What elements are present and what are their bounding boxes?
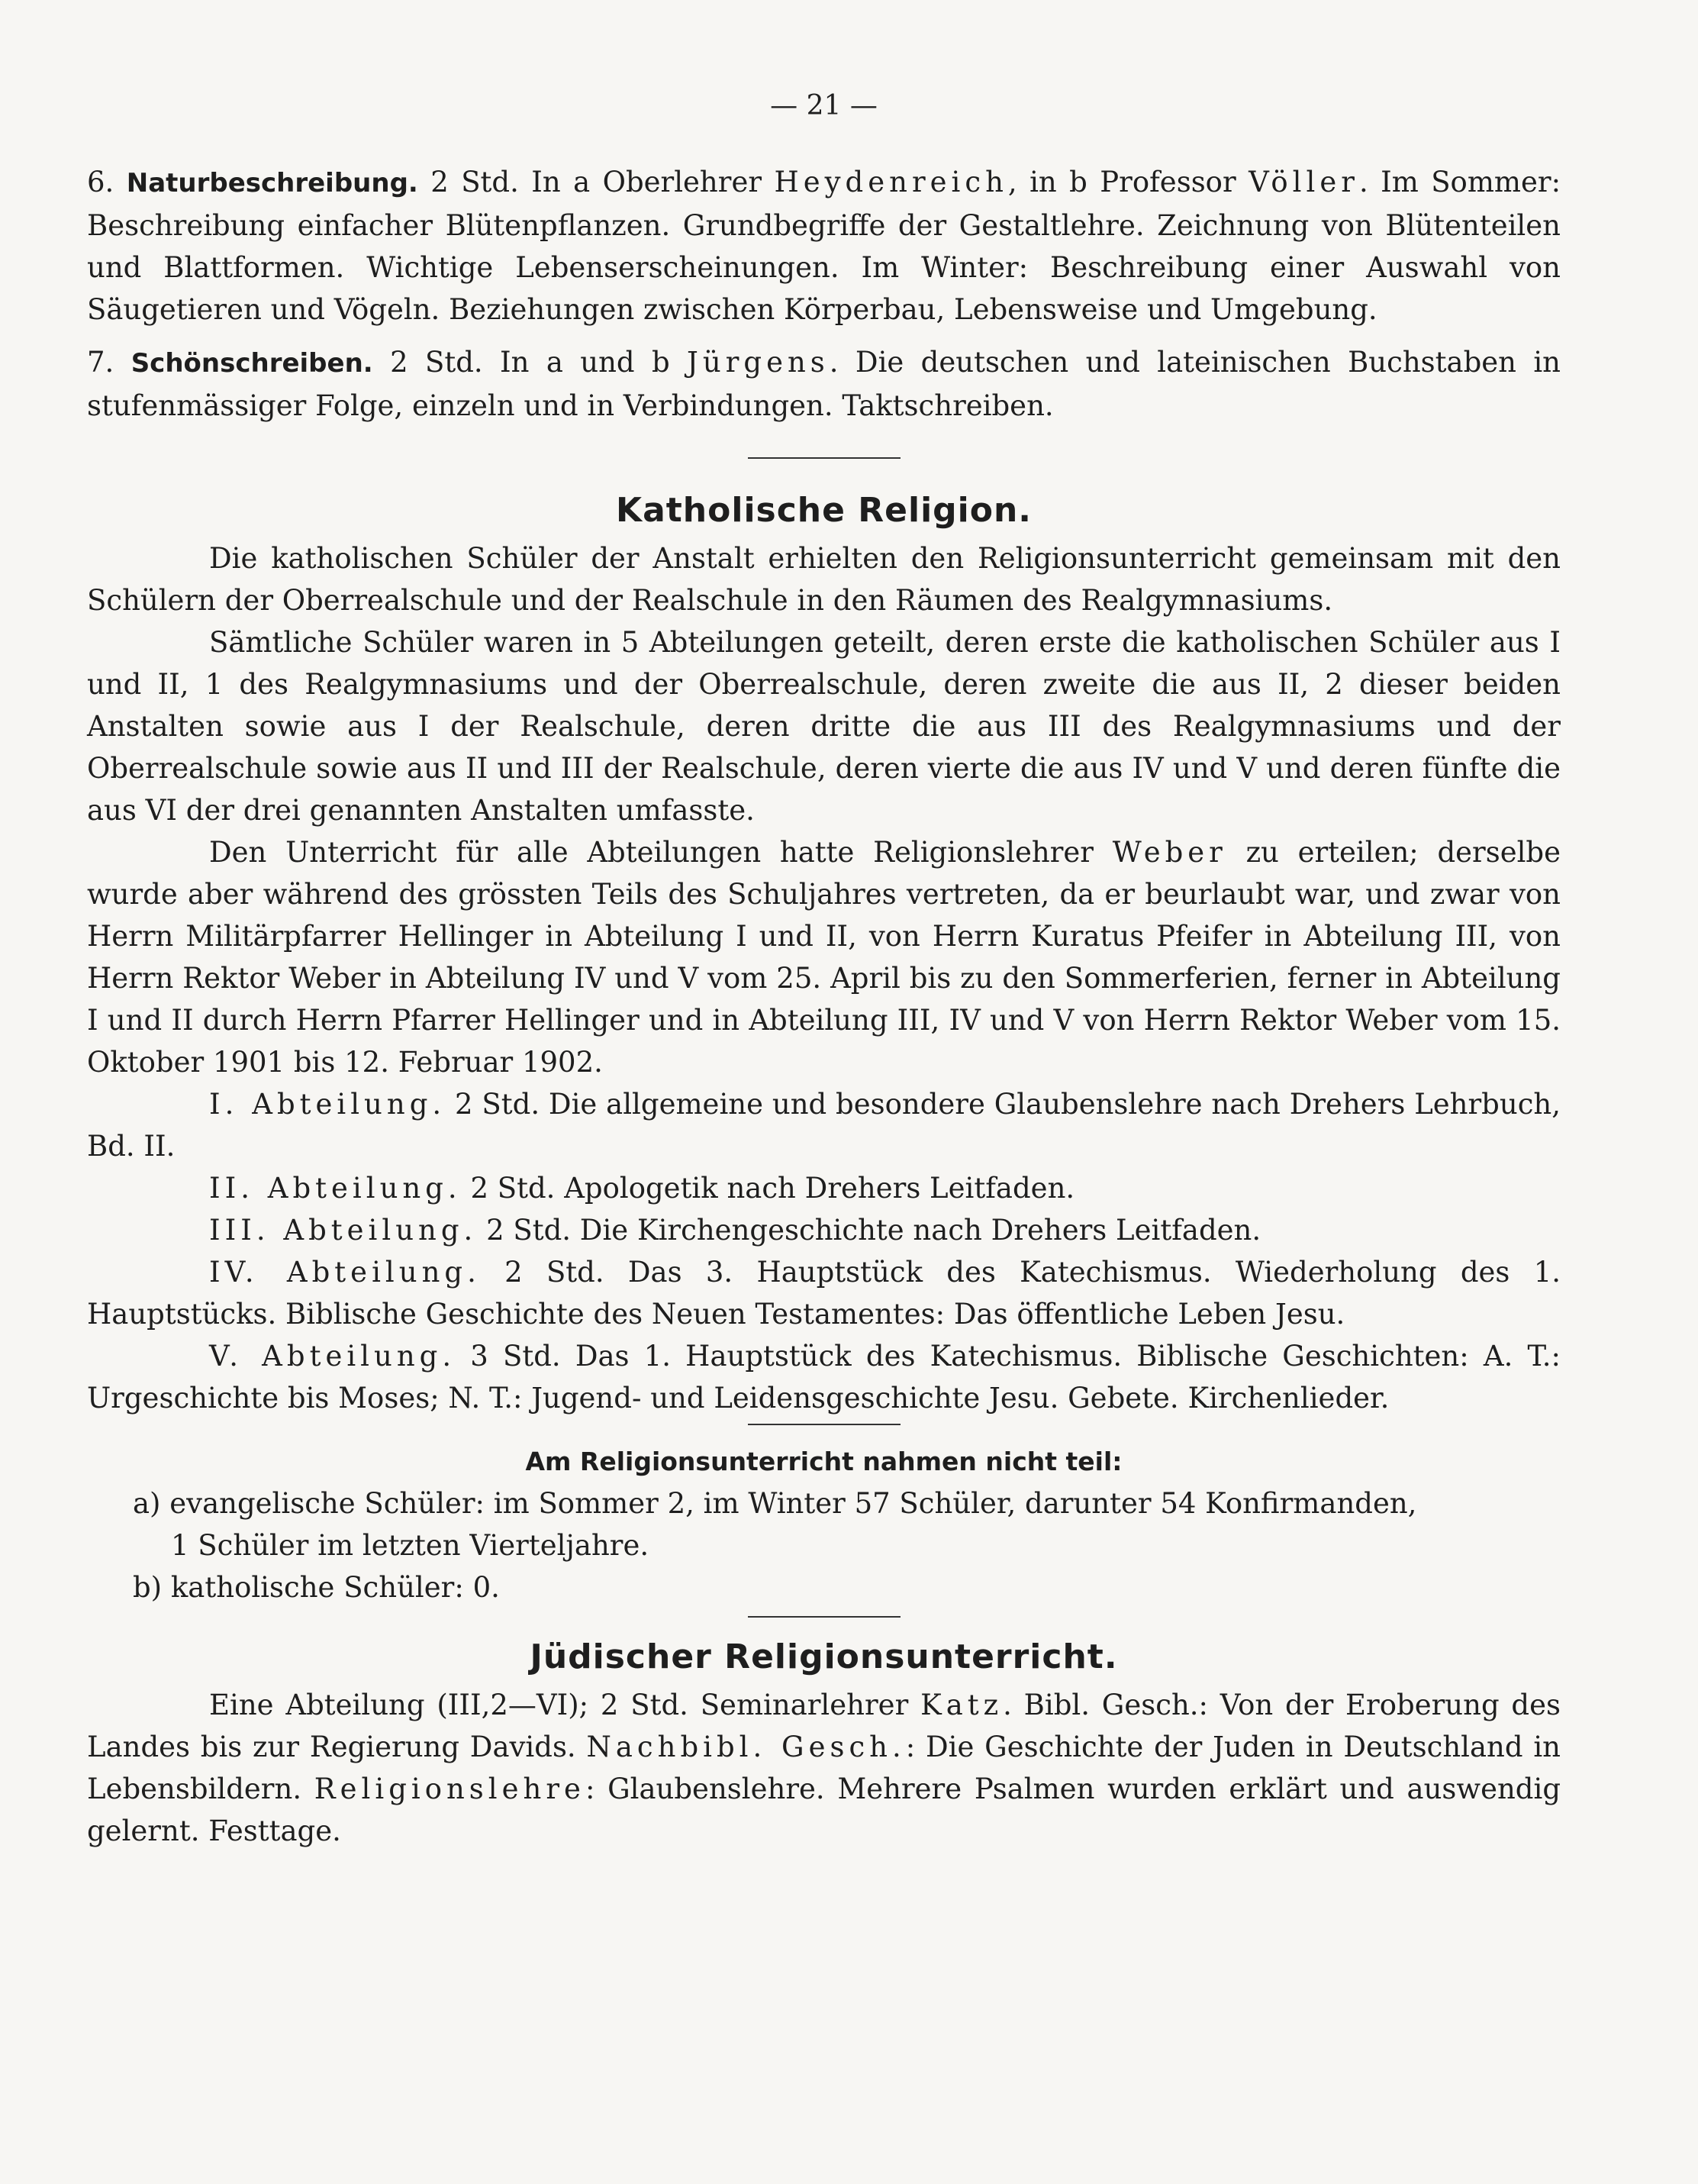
item-number: 6.	[87, 166, 114, 198]
abteilung-label: I. Abteilung.	[209, 1088, 446, 1121]
section-heading-katholisch: Katholische Religion.	[615, 491, 1033, 530]
paragraph-text: Den Unterricht für alle Abteilungen hatte Religionslehrer	[209, 836, 1094, 869]
item-text: . Im Sommer: Beschreibung einfacher Blütenpflanzen. Grundbegriffe der Gestaltlehre. Zeichnung von Blütenteilen und Blattformen. Wichtige Lebenserscheinungen. Im Winter: Beschreibung einer Auswahl von Säugetieren und Vögeln. Beziehungen zwischen Körperbau, Lebensweise und Umgebung.	[87, 166, 1561, 326]
item-text: 2 Std. In a und b	[390, 346, 670, 379]
divider	[748, 1424, 901, 1425]
paragraph-text: : Die Geschichte der Juden in Deutschland in Lebensbildern.	[87, 1731, 1561, 1805]
item-number: 7.	[87, 346, 114, 379]
topic-label: Nachbibl. Gesch.	[586, 1731, 906, 1763]
item-text: . Die deutschen und lateinischen Buchstaben in stufenmässiger Folge, einzeln und in Verbindungen. Taktschreiben.	[87, 346, 1561, 422]
item-text: 2 Std. In a Oberlehrer	[430, 166, 762, 198]
abteilung-label: II. Abteilung.	[209, 1172, 462, 1205]
item-title: Schönschreiben.	[130, 348, 373, 379]
list-item-continuation: 1 Schüler im letzten Vierteljahre.	[171, 1529, 649, 1562]
list-text: evangelische Schüler: im Sommer 2, im Winter 57 Schüler, darunter 54 Konfirmanden,	[169, 1487, 1417, 1520]
abteilung-4	[87, 1251, 1561, 1335]
paragraph	[87, 1684, 1561, 1852]
abteilung-2	[87, 1167, 1561, 1209]
abteilung-label: III. Abteilung.	[209, 1214, 478, 1247]
item-naturbeschreibung	[87, 161, 1561, 331]
abteilung-text: 2 Std. Die allgemeine und besondere Glaubenslehre nach Drehers Lehrbuch, Bd. II.	[87, 1088, 1561, 1163]
paragraph-text: : Glaubenslehre. Mehrere Psalmen wurden erklärt und auswendig gelernt. Festtage.	[87, 1773, 1561, 1847]
item-title: Naturbeschreibung.	[126, 168, 418, 198]
abteilung-5	[87, 1335, 1561, 1419]
divider	[748, 457, 901, 459]
abteilung-text: 3 Std. Das 1. Hauptstück des Katechismus. Biblische Geschichten: A. T.: Urgeschichte bis Moses; N. T.: Jugend- und Leidensgeschichte Jesu. Gebete. Kirchenlieder.	[87, 1340, 1561, 1415]
section-heading-juedisch: Jüdischer Religionsunterricht.	[530, 1637, 1118, 1676]
teacher-name: Katz	[920, 1689, 1004, 1721]
abteilung-label: IV. Abteilung.	[209, 1256, 481, 1289]
subheading-nicht-teil: Am Religionsunterricht nahmen nicht teil:	[525, 1447, 1123, 1476]
list-text: katholische Schüler: 0.	[170, 1571, 500, 1604]
abteilung-label: V. Abteilung.	[209, 1340, 456, 1373]
topic-label: Religionslehre	[314, 1773, 585, 1805]
list-item	[87, 1482, 1561, 1524]
paragraph-text: . Bibl. Gesch.: Von der Eroberung des Landes bis zur Regierung Davids.	[87, 1689, 1561, 1763]
paragraph: Die katholischen Schüler der Anstalt erhielten den Religionsunterricht gemeinsam mit den Schülern der Oberrealschule und der Realschule in den Räumen des Realgymnasiums.	[87, 542, 1561, 617]
item-schoenschreiben	[87, 341, 1561, 427]
paragraph: Sämtliche Schüler waren in 5 Abteilungen geteilt, deren erste die katholischen Schüler aus I und II, 1 des Realgymnasiums und der Oberrealschule, deren zweite die aus II, 2 dieser beiden Anstalten sowie aus I der Realschule, deren dritte die aus III des Realgymnasiums und der Oberrealschule sowie aus II und III der Realschule, deren vierte die aus IV und V und deren fünfte die aus VI der drei genannten Anstalten umfasste.	[87, 626, 1561, 827]
abteilung-text: 2 Std. Apologetik nach Drehers Leitfaden.	[470, 1172, 1075, 1205]
paragraph-text: Eine Abteilung (III,2—VI); 2 Std. Seminarlehrer	[209, 1689, 909, 1721]
list-label: b)	[133, 1571, 163, 1604]
divider	[748, 1616, 901, 1618]
list-label: a)	[133, 1487, 161, 1520]
item-text: , in b Professor	[1007, 166, 1236, 198]
teacher-name: Heydenreich	[774, 166, 1008, 198]
paragraph-text: zu erteilen; derselbe wurde aber während des grössten Teils des Schuljahres vertreten, da er beurlaubt war, und zwar von Herrn Militärpfarrer Hellinger in Abteilung I und II, von Herrn Kuratus Pfeifer in Abteilung III, von Herrn Rektor Weber in Abteilung IV und V vom 25. April bis zu den Sommerferien, ferner in Abteilung I und II durch Herrn Pfarrer Hellinger und in Abteilung III, IV und V von Herrn Rektor Weber vom 15. Oktober 1901 bis 12. Februar 1902.	[87, 836, 1561, 1079]
teacher-name: Jürgens	[687, 346, 830, 379]
nicht-teil-list	[87, 1482, 1561, 1608]
teacher-name: Weber	[1112, 836, 1227, 869]
teacher-name: Völler	[1249, 166, 1359, 198]
abteilung-3	[87, 1209, 1561, 1251]
paragraph	[87, 831, 1561, 1083]
abteilung-text: 2 Std. Das 3. Hauptstück des Katechismus. Wiederholung des 1. Hauptstücks. Biblische Geschichte des Neuen Testamentes: Das öffentliche Leben Jesu.	[87, 1256, 1561, 1331]
abteilung-1	[87, 1083, 1561, 1167]
page-number: — 21 —	[770, 90, 878, 121]
list-item	[87, 1566, 1561, 1608]
abteilung-text: 2 Std. Die Kirchengeschichte nach Drehers Leitfaden.	[486, 1214, 1261, 1247]
